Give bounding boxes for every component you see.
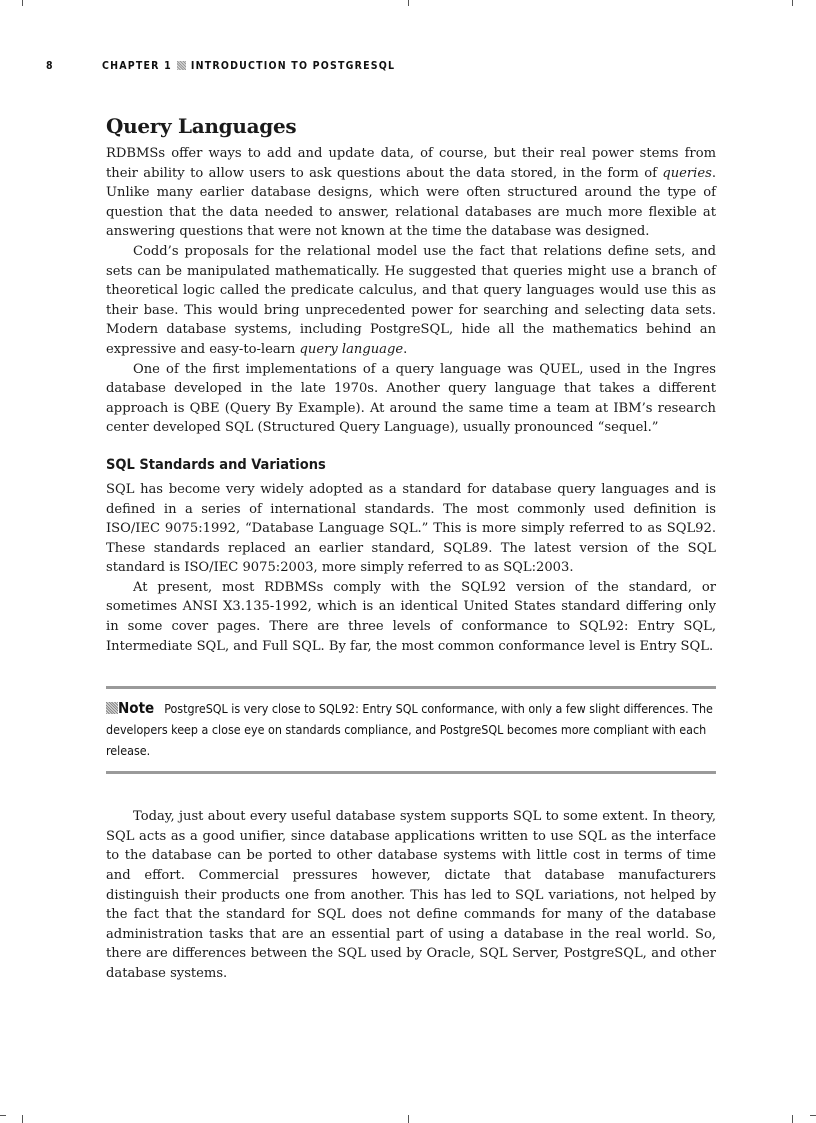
section-label: INTRODUCTION TO POSTGRESQL bbox=[190, 60, 396, 72]
paragraph: Today, just about every useful database system supports SQL to some extent. In theory, SQL acts as a good unifier, since database applications written to use SQL as the interface to the database can be ported to other database systems with little cost in terms of time and effort. Commercial pressures however, dictate that database manufacturers distinguish their products one from another. This has led to SQL variations, not helped by the fact that the standard for SQL does not define commands for many of the database administration tasks that are an essential part of using a database in the real world. So, there are differences between the SQL used by Oracle, SQL Server, PostgreSQL, and other database systems. bbox=[106, 809, 716, 981]
crop-mark bbox=[810, 1115, 816, 1116]
text-run: Codd’s proposals for the relational model use the fact that relations define sets, and sets can be manipulated mathematically. He suggested that queries might use a branch of theoretical logic called the predicate calculus, and that query languages would use this as their base. This would bring unprecedented power for searching and selecting data sets. Modern database systems, including PostgreSQL, hide all the mathematics behind an expressive and easy-to-learn bbox=[106, 243, 716, 357]
text-run: RDBMSs offer ways to add and update data, of course, but their real power stems from their ability to allow users to ask questions about the data stored, in the form of bbox=[106, 146, 716, 181]
note-label: Note bbox=[118, 699, 155, 718]
note-box bbox=[106, 686, 716, 774]
crop-mark bbox=[22, 0, 23, 6]
paragraph: At present, most RDBMSs comply with the SQL92 version of the standard, or sometimes ANSI X3.135-1992, which is an identical United States standard differing only in some cover pages. There are three levels of conformance to SQL92: Entry SQL, Intermediate SQL, and Full SQL. By far, the most common conformance level is Entry SQL. bbox=[106, 579, 716, 654]
subsection-heading-sql-standards: SQL Standards and Variations bbox=[106, 456, 326, 473]
section-heading-query-languages: Query Languages bbox=[106, 114, 297, 138]
page-number: 8 bbox=[46, 60, 54, 72]
crop-mark bbox=[792, 0, 793, 6]
crop-mark bbox=[408, 0, 409, 6]
crop-mark bbox=[408, 1115, 409, 1123]
paragraph: One of the first implementations of a query language was QUEL, used in the Ingres database developed in the late 1970s. Another query language that takes a different approach is QBE (Query By Example). At around the same time a team at IBM’s research center developed SQL (Structured Query Language), usually pronounced “sequel.” bbox=[106, 361, 716, 436]
separator-icon bbox=[177, 61, 186, 70]
chapter-label: CHAPTER 1 bbox=[102, 60, 172, 72]
paragraph bbox=[106, 242, 716, 360]
paragraph: SQL has become very widely adopted as a standard for database query languages and is defined in a series of international standards. The most commonly used definition is ISO/IEC 9075:1992, “Database Language SQL.” This is more simply referred to as SQL92. These standards replaced an earlier standard, SQL89. The latest version of the SQL standard is ISO/IEC 9075:2003, more simply referred to as SQL:2003. bbox=[106, 481, 716, 576]
emphasis: queries bbox=[662, 165, 712, 181]
crop-mark bbox=[0, 1115, 6, 1116]
paragraph bbox=[106, 144, 716, 242]
note-icon bbox=[106, 702, 118, 714]
note-text: PostgreSQL is very close to SQL92: Entry SQL conformance, with only a few slight differences. The developers keep a close eye on standards compliance, and PostgreSQL becomes more compliant with each release. bbox=[106, 701, 713, 759]
crop-mark bbox=[792, 1115, 793, 1123]
text-run: . Unlike many earlier database designs, which were often structured around the type of question that the data needed to answer, relational databases are much more flexible at answering questions that were not known at the time the database was designed. bbox=[106, 165, 716, 240]
chapter-title bbox=[102, 60, 395, 72]
emphasis: query language bbox=[299, 341, 404, 357]
text-run: . bbox=[403, 341, 408, 357]
crop-mark bbox=[22, 1115, 23, 1123]
body-text bbox=[106, 110, 716, 984]
running-header bbox=[46, 60, 746, 76]
